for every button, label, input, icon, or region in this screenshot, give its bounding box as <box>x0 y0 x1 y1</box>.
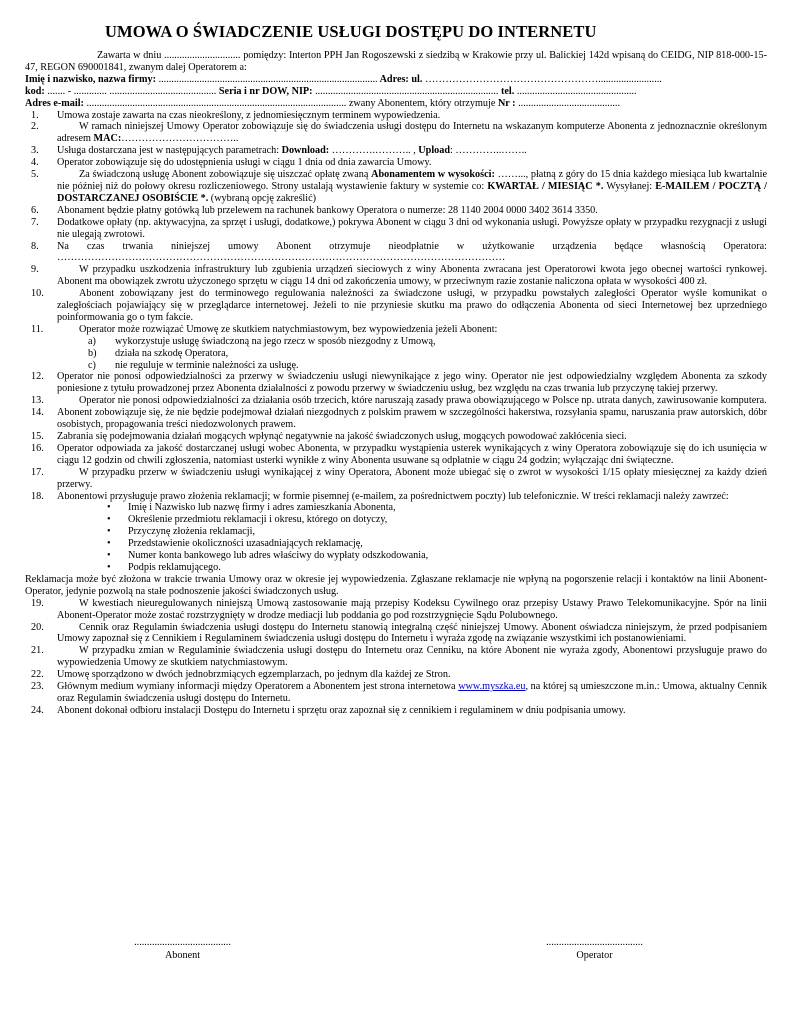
clause-number: 12. <box>31 371 44 383</box>
bullet-text: Numer konta bankowego lub adres właściwy do wypłaty odszkodowania, <box>128 550 429 562</box>
clause-number: 20. <box>31 621 44 633</box>
clause-18 <box>25 491 767 503</box>
clause-23 <box>25 681 767 705</box>
clause-text: Na czas trwania niniejszej umowy Abonent otrzymuje nieodpłatnie w użytkowanie urządzenia będące własnością Operatora: …………………………………………………………………………………………………………………… <box>57 240 767 264</box>
clause-number: 5. <box>31 169 39 181</box>
clause-text: W kwestiach nieuregulowanych niniejszą Umową zastosowanie mają przepisy Kodeksu Cywilnego oraz przepisy Ustawy Prawo Telekomunikacyjne. Spór na linii Abonent-Operator może zostać rozstrzygnięty w drodze mediacji lub poddania go pod rozstrzygnięcie Sądu Polubownego. <box>57 597 767 621</box>
clause-number: 6. <box>31 204 39 216</box>
field-dots-number[interactable]: ........................................ <box>515 97 620 109</box>
sub-text: wykorzystuje usługę świadczoną na jego rzecz w sposób niezgodny z Umową, <box>115 335 436 347</box>
clause-12 <box>25 371 767 395</box>
bullet-icon: • <box>107 514 111 526</box>
clause-text: Abonament będzie płatny gotówką lub przelewem na rachunek bankowy Operatora o numerze: 28 1140 2004 0000 3402 3614 3350. <box>57 204 598 216</box>
signature-label-abonent: Abonent <box>164 950 201 961</box>
clause-17 <box>25 467 767 491</box>
field-label-address: Adres: ul. <box>377 73 423 85</box>
clause-15 <box>25 431 767 443</box>
clause-text: Abonent zobowiązuje się, że nie będzie podejmował działań niezgodnych z polskim prawem w szczególności hakerstwa, rozsyłania spamu, naruszania praw autorskich, dóbr osobistych, propagowania treści niedozwolonych prawem. <box>57 407 767 431</box>
clause-text: Za świadczoną usługę Abonent zobowiązuje się uiszczać opłatę zwaną <box>79 169 372 181</box>
clause-number: 14. <box>31 407 44 419</box>
bullet-icon: • <box>107 561 111 573</box>
clause-number: 22. <box>31 669 44 681</box>
clause-number: 23. <box>31 681 44 693</box>
clause-11-b <box>25 348 767 360</box>
list-item <box>25 538 767 550</box>
field-label-email: Adres e-mail: <box>25 97 84 109</box>
signature-abonent <box>120 936 245 962</box>
clause-9 <box>25 264 767 288</box>
clause-13 <box>25 395 767 407</box>
clause-number: 17. <box>31 466 44 478</box>
sub-text: nie reguluje w terminie należności za usługę. <box>115 359 299 371</box>
clause-number: 3. <box>31 145 39 157</box>
clause-text: Cennik oraz Regulamin świadczenia usługi dostępu do Internetu stanowią integralną część niniejszej Umowy. Abonent oświadcza niniejszym, że przed podpisaniem Umowy zapoznał się z Cennikiem i Regulaminem świadczenia usługi dostępu do Internetu i wyraża zgodę na związanie wszystkimi ich postanowieniami. <box>57 621 767 645</box>
signature-operator <box>532 936 657 962</box>
fee-label: Abonamentem w wysokości: <box>371 169 495 181</box>
clause-number: 8. <box>31 240 39 252</box>
clause-11-c <box>25 360 767 372</box>
clause-text: W ramach niniejszej Umowy Operator zobowiązuje się do świadczenia usługi dostępu do Internetu na wskazanym komputerze Abonenta z jednoznacznie określonym adresem <box>57 121 767 145</box>
signature-label-operator: Operator <box>576 950 613 961</box>
clause-text: ……..., płatną z góry do 15 dnia każdego miesiąca lub kwartalnie nie później niż do połowy okresu rozliczeniowego. Strony ustalają wystawienie faktury w systemie co: <box>57 169 768 192</box>
upload-label: Upload <box>418 145 451 157</box>
clause-number: 13. <box>31 395 44 407</box>
clause-number: 24. <box>31 704 44 716</box>
list-item <box>25 526 767 538</box>
signature-line[interactable]: ...................................... <box>546 937 643 948</box>
clause-text: Abonent dokonał odbioru instalacji Dostępu do Internetu i sprzętu oraz zapoznał się z cennikiem i regulaminem w dniu podpisania umowy. <box>57 704 626 716</box>
clause-text: W przypadku zmian w Regulaminie świadczenia usługi dostępu do Internetu oraz Cenniku, na które Abonent nie wyraża zgody, Abonentowi przysługuje prawo do wypowiedzenia Umowy ze skutkiem natychmiastowym. <box>57 645 767 669</box>
bullet-icon: • <box>107 550 111 562</box>
clause-5 <box>25 169 767 205</box>
clause-8 <box>25 241 767 265</box>
list-item <box>25 550 767 562</box>
clause-number: 9. <box>31 264 39 276</box>
contract-title: UMOWA O ŚWIADCZENIE USŁUGI DOSTĘPU DO INTERNETU <box>105 22 597 41</box>
field-line-email <box>25 98 767 110</box>
clauses-list <box>25 110 767 717</box>
clause-number: 1. <box>31 109 39 121</box>
clause-11-a <box>25 336 767 348</box>
bullet-text: Podpis reklamującego. <box>128 561 221 573</box>
clause-text: Operator zobowiązuje się do udostępnienia usługi w ciągu 1 dnia od dnia zawarcia Umowy. <box>57 157 432 169</box>
sub-letter: c) <box>88 359 96 371</box>
clause-16 <box>25 443 767 467</box>
clause-19 <box>25 598 767 622</box>
bullet-text: Imię i Nazwisko lub nazwę firmy i adres zamieszkania Abonenta, <box>128 502 396 514</box>
list-item <box>25 514 767 526</box>
field-line-code <box>25 86 767 98</box>
sub-letter: b) <box>88 347 97 359</box>
clause-text: Wysyłanej: <box>603 180 656 192</box>
clause-22 <box>25 669 767 681</box>
bullet-text: Przyczynę złożenia reklamacji, <box>128 526 255 538</box>
clause-number: 4. <box>31 157 39 169</box>
clause-2 <box>25 121 767 145</box>
clause-number: 10. <box>31 288 44 300</box>
bullet-icon: • <box>107 502 111 514</box>
website-link[interactable]: www.myszka.eu <box>458 681 526 693</box>
clause-text: , na której są umieszczone m.in.: Umowa, aktualny Cennik oraz Regulamin świadczenia usługi dostępu do Internetu. <box>57 681 767 704</box>
field-dots-id[interactable]: ........................................................................ <box>312 85 499 97</box>
clause-text: (wybraną opcję zakreślić) <box>208 192 317 204</box>
clause-text: Operator odpowiada za jakość dostarczanej usługi wobec Abonenta, w przypadku wystąpienia usterek wynikających z winy Operatora zobowiązuje się do ich usunięcia w ciągu 12 godzin od chwili zgłoszenia, natomiast usterki wynikłe z winy Abonenta usuwane są odpłatnie w ciągu 24 godzin; wyłączając dni świąteczne. <box>57 442 767 466</box>
billing-period-options[interactable]: KWARTAŁ / MIESIĄC *. <box>487 180 604 192</box>
clause-number: 2. <box>31 121 39 133</box>
clause-text: Umowa zostaje zawarta na czas nieokreślony, z jednomiesięcznym terminem wypowiedzenia. <box>57 109 441 121</box>
clause-number: 7. <box>31 216 39 228</box>
clause-text: Umowę sporządzono w dwóch jednobrzmiących egzemplarzach, po jednym dla każdej ze Stron. <box>57 669 451 681</box>
clause-number: 11. <box>31 323 44 335</box>
download-label: Download: <box>281 145 330 157</box>
clause-10 <box>25 288 767 324</box>
clause-14 <box>25 407 767 431</box>
intro-paragraph: Zawarta w dniu .............................. pomiędzy: Interton PPH Jan Rogoszewski z siedzibą w Krakowie przy ul. Balickiej 142d wpisaną do CEIDG, NIP 818-000-15-47, REGON 690001841, zwanym dalej Operatorem a: <box>25 50 767 73</box>
delivery-options[interactable]: E-MAILEM / POCZTĄ / DOSTARCZANEJ OSOBIŚCIE *. <box>57 180 767 204</box>
clause-11 <box>25 324 767 336</box>
clause-21 <box>25 645 767 669</box>
complaint-note: Reklamacja może być złożona w trakcie trwania Umowy oraz w okresie jej wypowiedzenia. Zgłaszane reklamacje nie wpłyną na pogorszenie relacji i kontaktów na linii Abonent-Operator, jedynie pozwolą na stałe podnoszenie jakości świadczonych usług. <box>25 573 767 597</box>
field-line-name <box>25 74 767 86</box>
clause-text: Zabrania się podejmowania działań mogących wpłynąć negatywnie na jakość świadczonych usług, mogących powodować zakłócenia sieci. <box>57 431 627 442</box>
clause-number: 15. <box>31 431 44 442</box>
clause-text: W przypadku przerw w świadczeniu usługi wynikającej z winy Operatora, Abonent może ubiegać się o zwrot w wysokości 1/15 opłaty miesięcznej za każdy dzień przerwy. <box>57 466 767 490</box>
clause-text: Abonentowi przysługuje prawo złożenia reklamacji; w formie pisemnej (e-mailem, za pośrednictwem poczty) lub telefonicznie. W treści reklamacji należy zawrzeć: <box>57 490 729 502</box>
field-label-name: Imię i nazwisko, nazwa firmy: <box>25 73 157 85</box>
clause-24 <box>25 705 767 717</box>
clause-number: 18. <box>31 490 44 502</box>
field-label-id: Seria i nr DOW, NIP: <box>216 85 313 97</box>
bullet-icon: • <box>107 526 111 538</box>
clause-number: 16. <box>31 442 44 454</box>
bullet-text: Określenie przedmiotu reklamacji i okresu, którego on dotyczy, <box>128 514 388 526</box>
clause-text: Operator może rozwiązać Umowę ze skutkiem natychmiastowym, bez wypowiedzenia jeżeli Abonent: <box>79 323 498 335</box>
clause-text: Głównym medium wymiany informacji między Operatorem a Abonentem jest strona internetowa <box>57 681 459 693</box>
clause-7 <box>25 217 767 241</box>
bullet-text: Przedstawienie okoliczności uzasadniających reklamację, <box>128 538 363 550</box>
field-dots-code[interactable]: ....... - ............. .......................................... <box>44 85 217 97</box>
clause-text: Usługa dostarczana jest w następujących parametrach: <box>57 145 282 157</box>
clause-text: Dodatkowe opłaty (np. aktywacyjna, za sprzęt i usługi, dodatkowe,) pokrywa Abonent w ciągu 3 dni od wykonania usługi. Powyższe opłaty w przypadku rezygnacji z usługi nie ulegają zwrotowi. <box>57 216 767 240</box>
field-label-tel: tel. <box>498 85 515 97</box>
sub-letter: a) <box>88 335 96 347</box>
signature-line[interactable]: ...................................... <box>134 937 231 948</box>
field-label-code: kod: <box>25 85 45 97</box>
clause-6 <box>25 205 767 217</box>
field-dots-address[interactable]: ……………………………………………......................... <box>422 73 662 85</box>
download-dots[interactable]: ………….……….. , <box>329 145 419 157</box>
clause-text: Abonent zobowiązany jest do terminowego regulowania należności za świadczone usługi, w przypadku powstałych zaległości Operator wyśle komunikat o zaległościach pojawiający się w przeglądarce internetowej. Jeżeli to nie przyniesie skutku ma prawo do odłączenia Abonenta od sieci Internetowej bez uprzedniego poinformowania go o tym fakcie. <box>57 288 767 323</box>
field-label-number: Nr : <box>497 97 516 109</box>
contract-page <box>25 22 767 717</box>
field-dots-tel[interactable]: ............................................... <box>514 85 637 97</box>
field-dots-email[interactable]: ...................................................................................................... zwany Abonentem, który otrzymuje <box>83 97 498 109</box>
clause-text: Operator nie ponosi odpowiedzialności za działania osób trzecich, które naruszają zasady prawa obowiązującego w Polsce np. utrata danych, zawirusowanie komputera. <box>79 395 767 407</box>
mac-dots[interactable]: …………………………….. <box>121 133 239 145</box>
clause-20 <box>25 622 767 646</box>
clause-number: 21. <box>31 645 44 657</box>
bullet-icon: • <box>107 538 111 550</box>
clause-number: 19. <box>31 597 44 609</box>
clause-text: W przypadku uszkodzenia infrastruktury lub zgubienia urządzeń sieciowych z winy Abonenta zwracana jest Operatorowi kwota jego obecnej wartości rynkowej. Abonent ma obowiązek zwrotu użyczonego sprzętu w ciągu 14 dni od zakończenia umowy, w przeciwnym razie zostanie naliczona opłata w wysokości 400 zł. <box>57 264 767 288</box>
upload-dots[interactable]: : …………..…….. <box>450 145 527 157</box>
clause-3 <box>25 145 767 157</box>
clause-4 <box>25 157 767 169</box>
field-dots-name[interactable]: ...................................................................................... <box>156 73 378 85</box>
mac-label: MAC: <box>93 133 122 145</box>
list-item <box>25 502 767 514</box>
list-item <box>25 562 767 574</box>
clause-1 <box>25 110 767 122</box>
clause-text: Operator nie ponosi odpowiedzialności za przerwy w świadczeniu usługi niewynikające z jego winy. Operator nie jest odpowiedzialny względem Abonenta za szkody poniesione z tytułu prowadzonej przez Abonenta działalności z powodu przerwy w świadczeniu usług, bez względu na czas trwania lub przyczynę takiej przerwy. <box>57 371 767 395</box>
sub-text: działa na szkodę Operatora, <box>115 347 229 359</box>
